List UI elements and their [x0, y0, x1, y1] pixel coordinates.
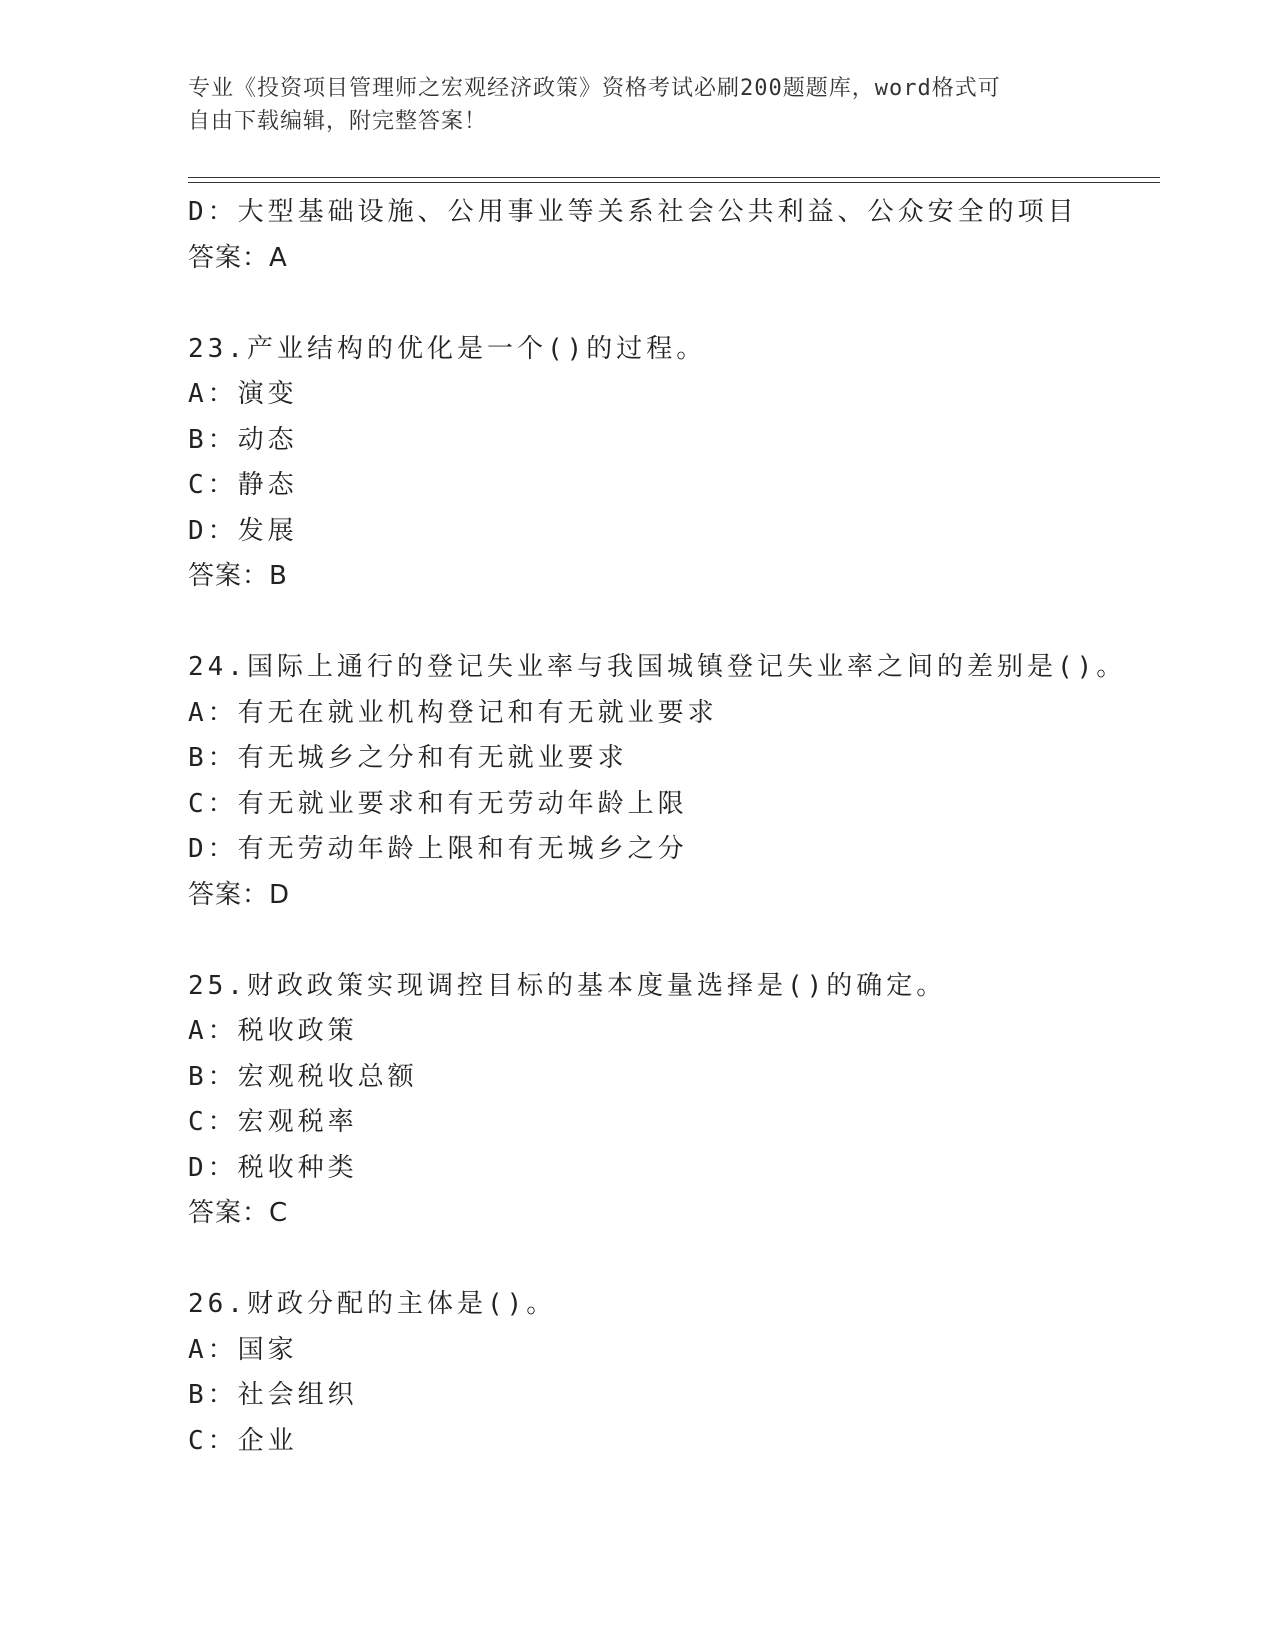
spacer [188, 281, 1148, 327]
answer: 答案：D [188, 879, 291, 910]
question-stem: 25.财政政策实现调控目标的基本度量选择是()的确定。 [188, 970, 947, 1001]
option-b: B：社会组织 [188, 1380, 358, 1410]
spacer [188, 918, 1148, 964]
option-a: A：演变 [188, 379, 298, 409]
header-divider-bottom [188, 182, 1160, 183]
header-line-1: 专业《投资项目管理师之宏观经济政策》资格考试必刷200题题库，word格式可 [188, 76, 1001, 101]
option-c: C：宏观税率 [188, 1107, 358, 1137]
question-23 [188, 327, 1148, 600]
option-b: B：有无城乡之分和有无就业要求 [188, 743, 628, 773]
prev-option-d: D：大型基础设施、公用事业等关系社会公共利益、公众安全的项目 [188, 197, 1078, 227]
answer: 答案：B [188, 561, 288, 591]
option-a: A：税收政策 [188, 1016, 358, 1046]
option-c: C：有无就业要求和有无劳动年龄上限 [188, 788, 688, 819]
option-d: D：有无劳动年龄上限和有无城乡之分 [188, 834, 688, 864]
option-d: D：税收种类 [188, 1152, 358, 1183]
question-stem: 26.财政分配的主体是()。 [188, 1289, 557, 1319]
document-header [188, 72, 1068, 138]
prev-answer: 答案：A [188, 242, 288, 273]
option-c: C：静态 [188, 470, 298, 500]
option-a: A：国家 [188, 1334, 298, 1365]
option-b: B：动态 [188, 424, 298, 455]
spacer [188, 600, 1148, 646]
question-list [188, 190, 1148, 1464]
header-line-2: 自由下载编辑，附完整答案！ [188, 109, 488, 134]
option-d: D：发展 [188, 515, 298, 546]
spacer [188, 1237, 1148, 1283]
option-b: B：宏观税收总额 [188, 1061, 418, 1092]
question-26 [188, 1282, 1148, 1464]
question-stem: 24.国际上通行的登记失业率与我国城镇登记失业率之间的差别是()。 [188, 652, 1127, 682]
question-25 [188, 964, 1148, 1237]
option-a: A：有无在就业机构登记和有无就业要求 [188, 697, 718, 728]
header-divider-top [188, 177, 1160, 178]
question-stem: 23.产业结构的优化是一个()的过程。 [188, 333, 707, 364]
option-c: C：企业 [188, 1425, 298, 1456]
answer: 答案：C [188, 1198, 289, 1228]
question-24 [188, 645, 1148, 918]
